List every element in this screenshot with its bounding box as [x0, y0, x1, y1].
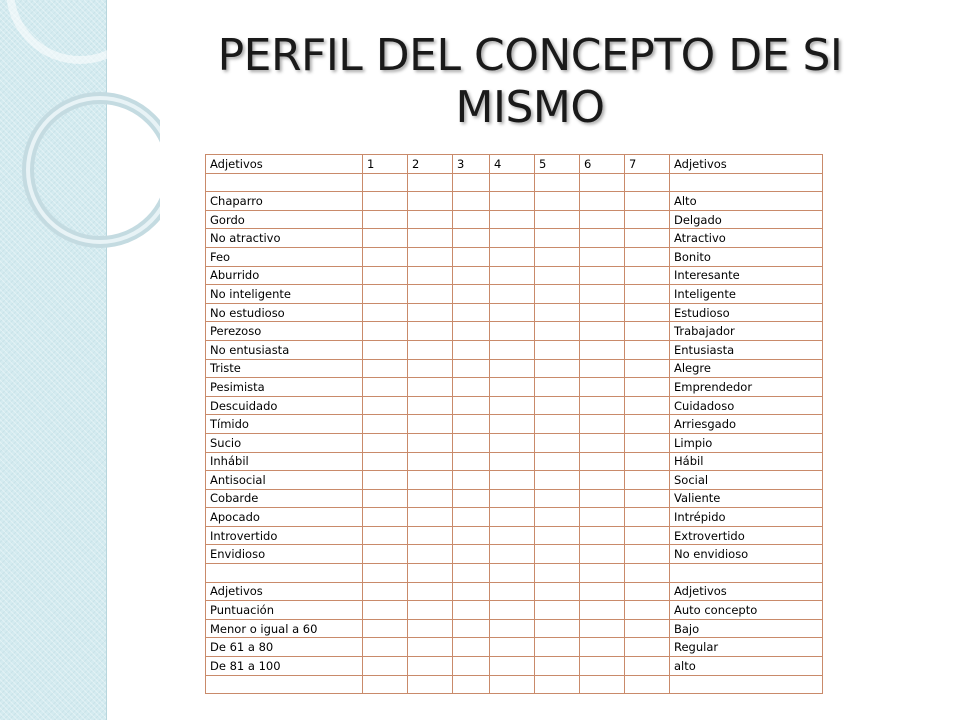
score-cell: [535, 303, 580, 322]
score-cell: [580, 452, 625, 471]
table-row: [206, 471, 823, 490]
left-adjective-cell: Inhábil: [206, 452, 363, 471]
score-cell: [580, 526, 625, 545]
score-cell: [408, 471, 453, 490]
score-cell: [453, 247, 490, 266]
table-row: [206, 229, 823, 248]
score-cell: [535, 545, 580, 564]
score-cell: [453, 675, 490, 694]
left-adjective-cell: Pesimista: [206, 378, 363, 397]
header-cell: Adjetivos: [206, 155, 363, 174]
score-cell: [408, 601, 453, 620]
right-adjective-cell: Delgado: [670, 210, 823, 229]
left-adjective-cell: Sucio: [206, 433, 363, 452]
table-row: [206, 322, 823, 341]
score-cell: [363, 582, 408, 601]
score-cell: [408, 266, 453, 285]
table-row: [206, 452, 823, 471]
score-cell: [408, 340, 453, 359]
right-adjective-cell: Social: [670, 471, 823, 490]
score-cell: [453, 285, 490, 304]
score-cell: [535, 285, 580, 304]
score-cell: [535, 359, 580, 378]
score-cell: [363, 396, 408, 415]
score-cell: [625, 526, 670, 545]
score-cell: [363, 638, 408, 657]
header-cell: 6: [580, 155, 625, 174]
right-adjective-cell: Interesante: [670, 266, 823, 285]
score-cell: [580, 619, 625, 638]
left-adjective-cell: Tímido: [206, 415, 363, 434]
left-adjective-cell: [206, 675, 363, 694]
score-cell: [580, 210, 625, 229]
score-cell: [625, 210, 670, 229]
score-cell: [408, 582, 453, 601]
score-cell: [625, 322, 670, 341]
score-cell: [490, 526, 535, 545]
score-cell: [453, 378, 490, 397]
score-cell: [535, 173, 580, 192]
score-cell: [580, 638, 625, 657]
score-cell: [453, 564, 490, 583]
table-row: [206, 378, 823, 397]
score-cell: [535, 396, 580, 415]
score-cell: [363, 452, 408, 471]
right-adjective-cell: alto: [670, 657, 823, 676]
score-cell: [408, 303, 453, 322]
table-row: [206, 173, 823, 192]
score-cell: [580, 601, 625, 620]
left-adjective-cell: Aburrido: [206, 266, 363, 285]
score-cell: [625, 619, 670, 638]
left-adjective-cell: No atractivo: [206, 229, 363, 248]
left-adjective-cell: Antisocial: [206, 471, 363, 490]
score-cell: [363, 285, 408, 304]
score-cell: [363, 340, 408, 359]
score-cell: [408, 564, 453, 583]
score-cell: [535, 675, 580, 694]
right-adjective-cell: Valiente: [670, 489, 823, 508]
left-adjective-cell: Adjetivos: [206, 582, 363, 601]
score-cell: [625, 359, 670, 378]
right-adjective-cell: Intrépido: [670, 508, 823, 527]
score-cell: [535, 471, 580, 490]
score-cell: [490, 229, 535, 248]
score-cell: [490, 619, 535, 638]
score-cell: [580, 471, 625, 490]
score-cell: [625, 582, 670, 601]
right-adjective-cell: Bonito: [670, 247, 823, 266]
score-cell: [535, 619, 580, 638]
score-cell: [408, 229, 453, 248]
left-adjective-cell: Apocado: [206, 508, 363, 527]
score-cell: [625, 545, 670, 564]
score-cell: [408, 675, 453, 694]
score-cell: [408, 638, 453, 657]
header-cell: 1: [363, 155, 408, 174]
score-cell: [490, 638, 535, 657]
score-cell: [453, 322, 490, 341]
score-cell: [490, 303, 535, 322]
score-cell: [580, 582, 625, 601]
table-row: [206, 582, 823, 601]
score-cell: [490, 471, 535, 490]
header-cell: 2: [408, 155, 453, 174]
score-cell: [535, 378, 580, 397]
table-row: [206, 564, 823, 583]
left-adjective-cell: Envidioso: [206, 545, 363, 564]
score-cell: [625, 452, 670, 471]
score-cell: [580, 173, 625, 192]
decorative-ring-top: [10, 0, 150, 60]
score-cell: [580, 285, 625, 304]
score-cell: [580, 340, 625, 359]
score-cell: [535, 638, 580, 657]
score-cell: [535, 526, 580, 545]
table-row: [206, 545, 823, 564]
right-adjective-cell: Adjetivos: [670, 582, 823, 601]
score-cell: [363, 471, 408, 490]
header-cell: 7: [625, 155, 670, 174]
score-cell: [490, 582, 535, 601]
score-cell: [625, 173, 670, 192]
table-row: [206, 657, 823, 676]
table-row: [206, 489, 823, 508]
score-cell: [535, 582, 580, 601]
score-cell: [535, 322, 580, 341]
score-cell: [535, 601, 580, 620]
table-header-row: [206, 155, 823, 174]
score-cell: [580, 378, 625, 397]
score-cell: [490, 433, 535, 452]
score-cell: [363, 210, 408, 229]
score-cell: [363, 303, 408, 322]
score-cell: [490, 340, 535, 359]
left-adjective-cell: No entusiasta: [206, 340, 363, 359]
table-row: [206, 340, 823, 359]
score-cell: [408, 322, 453, 341]
score-cell: [625, 192, 670, 211]
right-adjective-cell: Alegre: [670, 359, 823, 378]
score-cell: [535, 210, 580, 229]
left-adjective-cell: Cobarde: [206, 489, 363, 508]
score-cell: [408, 657, 453, 676]
header-cell: 3: [453, 155, 490, 174]
score-cell: [453, 657, 490, 676]
score-cell: [408, 173, 453, 192]
score-cell: [580, 415, 625, 434]
left-adjective-cell: Gordo: [206, 210, 363, 229]
left-adjective-cell: [206, 173, 363, 192]
table-row: [206, 266, 823, 285]
table-row: [206, 601, 823, 620]
score-cell: [625, 657, 670, 676]
score-cell: [625, 508, 670, 527]
score-cell: [453, 545, 490, 564]
score-cell: [453, 210, 490, 229]
left-adjective-cell: Menor o igual a 60: [206, 619, 363, 638]
score-cell: [490, 675, 535, 694]
score-cell: [408, 210, 453, 229]
score-cell: [363, 564, 408, 583]
table-row: [206, 619, 823, 638]
adjective-scale-table: [205, 154, 823, 694]
score-cell: [408, 452, 453, 471]
score-cell: [363, 433, 408, 452]
score-cell: [535, 247, 580, 266]
score-cell: [490, 173, 535, 192]
right-adjective-cell: [670, 564, 823, 583]
score-cell: [625, 675, 670, 694]
right-adjective-cell: Cuidadoso: [670, 396, 823, 415]
right-adjective-cell: Limpio: [670, 433, 823, 452]
score-cell: [580, 675, 625, 694]
score-cell: [363, 378, 408, 397]
score-cell: [490, 415, 535, 434]
score-cell: [580, 489, 625, 508]
right-adjective-cell: Atractivo: [670, 229, 823, 248]
right-adjective-cell: Entusiasta: [670, 340, 823, 359]
score-cell: [580, 396, 625, 415]
score-cell: [535, 415, 580, 434]
score-cell: [490, 396, 535, 415]
score-cell: [453, 415, 490, 434]
table-row: [206, 247, 823, 266]
score-cell: [408, 378, 453, 397]
score-cell: [625, 340, 670, 359]
score-cell: [580, 545, 625, 564]
score-cell: [580, 433, 625, 452]
score-cell: [363, 545, 408, 564]
table-row: [206, 359, 823, 378]
score-cell: [408, 285, 453, 304]
score-cell: [625, 564, 670, 583]
score-cell: [535, 489, 580, 508]
score-cell: [625, 266, 670, 285]
score-cell: [363, 601, 408, 620]
left-adjective-cell: De 81 a 100: [206, 657, 363, 676]
score-cell: [535, 657, 580, 676]
score-cell: [625, 415, 670, 434]
score-cell: [408, 526, 453, 545]
score-cell: [490, 545, 535, 564]
table-row: [206, 192, 823, 211]
score-cell: [490, 564, 535, 583]
left-adjective-cell: Triste: [206, 359, 363, 378]
right-adjective-cell: Regular: [670, 638, 823, 657]
right-adjective-cell: Arriesgado: [670, 415, 823, 434]
score-cell: [625, 471, 670, 490]
score-cell: [625, 229, 670, 248]
score-cell: [535, 192, 580, 211]
page-title: PERFIL DEL CONCEPTO DE SI MISMO: [217, 30, 843, 133]
score-cell: [580, 359, 625, 378]
score-cell: [363, 508, 408, 527]
score-cell: [453, 452, 490, 471]
score-cell: [363, 489, 408, 508]
score-cell: [535, 340, 580, 359]
score-cell: [408, 433, 453, 452]
score-cell: [625, 285, 670, 304]
table-row: [206, 675, 823, 694]
right-adjective-cell: Hábil: [670, 452, 823, 471]
right-adjective-cell: Bajo: [670, 619, 823, 638]
right-adjective-cell: Alto: [670, 192, 823, 211]
score-cell: [453, 340, 490, 359]
decorative-ring-inner: [28, 98, 160, 242]
score-cell: [408, 396, 453, 415]
score-cell: [535, 266, 580, 285]
table-row: [206, 526, 823, 545]
score-cell: [580, 508, 625, 527]
table-row: [206, 303, 823, 322]
score-cell: [363, 266, 408, 285]
score-cell: [453, 229, 490, 248]
score-cell: [453, 173, 490, 192]
score-cell: [580, 266, 625, 285]
score-cell: [453, 471, 490, 490]
score-cell: [363, 415, 408, 434]
left-adjective-cell: No estudioso: [206, 303, 363, 322]
score-cell: [490, 601, 535, 620]
score-cell: [490, 508, 535, 527]
score-cell: [408, 545, 453, 564]
right-adjective-cell: No envidioso: [670, 545, 823, 564]
score-cell: [580, 303, 625, 322]
score-cell: [490, 452, 535, 471]
score-cell: [490, 210, 535, 229]
right-adjective-cell: Inteligente: [670, 285, 823, 304]
score-cell: [453, 303, 490, 322]
score-cell: [490, 192, 535, 211]
table-row: [206, 638, 823, 657]
score-cell: [625, 396, 670, 415]
score-cell: [490, 285, 535, 304]
left-adjective-cell: Feo: [206, 247, 363, 266]
right-adjective-cell: Emprendedor: [670, 378, 823, 397]
score-cell: [625, 378, 670, 397]
table-row: [206, 433, 823, 452]
score-cell: [453, 266, 490, 285]
right-adjective-cell: Auto concepto: [670, 601, 823, 620]
right-adjective-cell: Extrovertido: [670, 526, 823, 545]
score-cell: [453, 396, 490, 415]
score-cell: [490, 247, 535, 266]
table-row: [206, 508, 823, 527]
score-cell: [408, 247, 453, 266]
score-cell: [363, 229, 408, 248]
score-cell: [363, 173, 408, 192]
score-cell: [453, 508, 490, 527]
score-cell: [490, 657, 535, 676]
score-cell: [408, 359, 453, 378]
score-cell: [363, 675, 408, 694]
score-cell: [408, 619, 453, 638]
left-adjective-cell: Puntuación: [206, 601, 363, 620]
score-cell: [453, 359, 490, 378]
right-adjective-cell: [670, 675, 823, 694]
score-cell: [490, 322, 535, 341]
score-cell: [580, 564, 625, 583]
table-row: [206, 210, 823, 229]
score-cell: [580, 192, 625, 211]
table-row: [206, 396, 823, 415]
score-cell: [408, 508, 453, 527]
score-cell: [580, 322, 625, 341]
score-cell: [490, 359, 535, 378]
score-cell: [363, 359, 408, 378]
score-cell: [625, 489, 670, 508]
header-cell: 4: [490, 155, 535, 174]
header-cell: Adjetivos: [670, 155, 823, 174]
table-row: [206, 285, 823, 304]
score-cell: [453, 582, 490, 601]
right-adjective-cell: [670, 173, 823, 192]
score-cell: [363, 619, 408, 638]
score-cell: [453, 433, 490, 452]
score-cell: [453, 638, 490, 657]
score-cell: [580, 229, 625, 248]
score-cell: [453, 601, 490, 620]
score-cell: [453, 489, 490, 508]
table-row: [206, 415, 823, 434]
score-cell: [363, 322, 408, 341]
score-cell: [625, 638, 670, 657]
score-cell: [363, 526, 408, 545]
left-adjective-cell: De 61 a 80: [206, 638, 363, 657]
left-adjective-cell: Descuidado: [206, 396, 363, 415]
score-cell: [625, 601, 670, 620]
left-adjective-cell: Chaparro: [206, 192, 363, 211]
score-cell: [625, 433, 670, 452]
score-cell: [490, 378, 535, 397]
score-cell: [363, 192, 408, 211]
left-adjective-cell: [206, 564, 363, 583]
score-cell: [408, 415, 453, 434]
left-adjective-cell: Perezoso: [206, 322, 363, 341]
score-cell: [453, 192, 490, 211]
score-cell: [580, 247, 625, 266]
score-cell: [490, 266, 535, 285]
score-cell: [490, 489, 535, 508]
left-adjective-cell: No inteligente: [206, 285, 363, 304]
score-cell: [625, 247, 670, 266]
decorative-rings: [0, 0, 160, 260]
score-cell: [363, 247, 408, 266]
score-cell: [453, 619, 490, 638]
score-cell: [453, 526, 490, 545]
right-adjective-cell: Estudioso: [670, 303, 823, 322]
header-cell: 5: [535, 155, 580, 174]
score-cell: [535, 508, 580, 527]
score-cell: [535, 433, 580, 452]
score-cell: [625, 303, 670, 322]
score-cell: [535, 564, 580, 583]
right-adjective-cell: Trabajador: [670, 322, 823, 341]
score-cell: [408, 489, 453, 508]
score-cell: [363, 657, 408, 676]
score-cell: [535, 452, 580, 471]
score-cell: [580, 657, 625, 676]
score-cell: [408, 192, 453, 211]
left-adjective-cell: Introvertido: [206, 526, 363, 545]
score-cell: [535, 229, 580, 248]
